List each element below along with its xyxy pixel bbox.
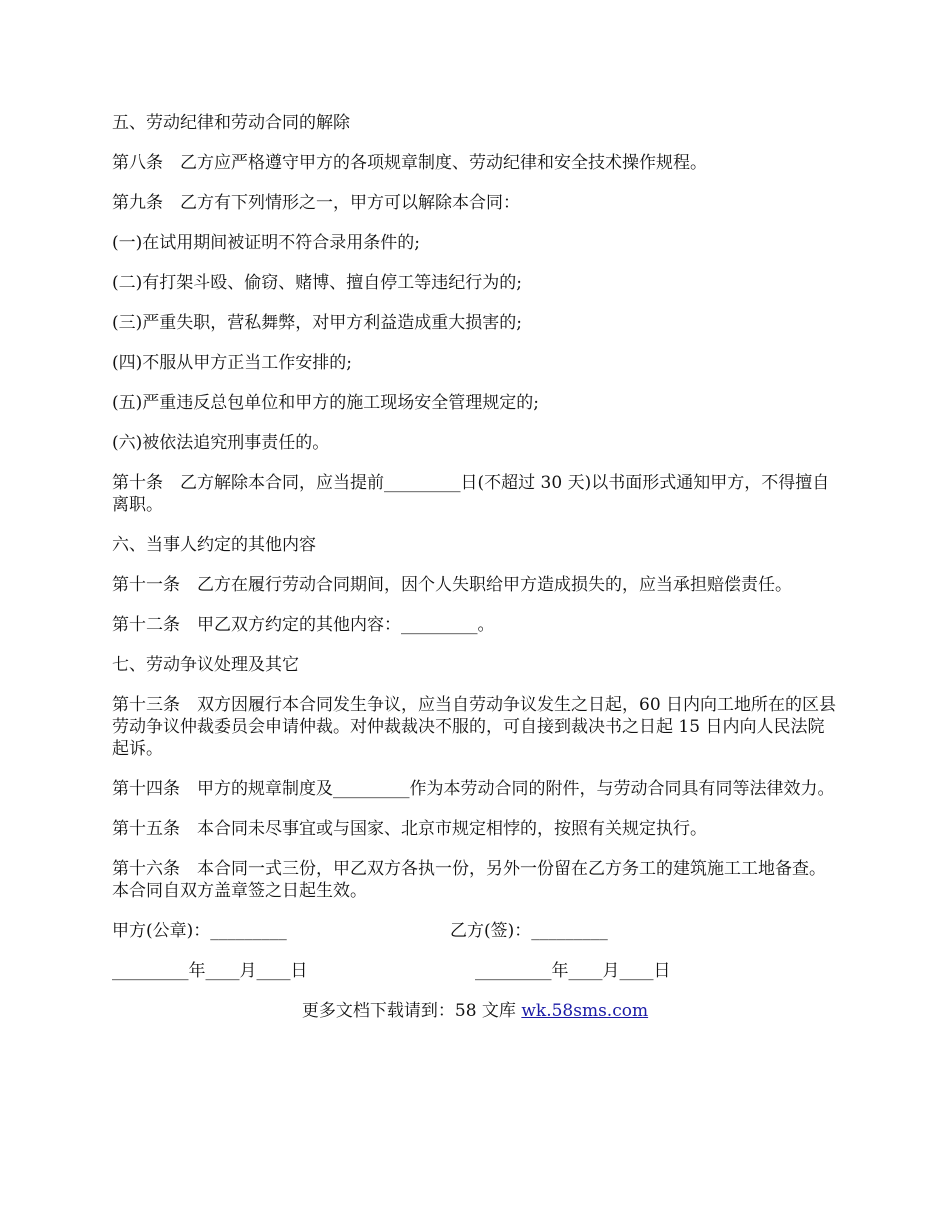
party-a-date: _________年____月____日 [112, 961, 308, 981]
party-a-signature: 甲方(公章)：_________ [112, 921, 287, 941]
article-15: 第十五条 本合同未尽事宜或与国家、北京市规定相悖的，按照有关规定执行。 [112, 819, 707, 839]
footer-text: 更多文档下载请到：58 文库 [301, 1001, 522, 1021]
party-b-signature: 乙方(签)：_________ [450, 921, 608, 941]
article-16: 第十六条 本合同一式三份，甲乙双方各执一份，另外一份留在乙方务工的建筑施工工地备查。本合同自双方盖章签之日起生效。 [112, 859, 826, 901]
article-14: 第十四条 甲方的规章制度及_________作为本劳动合同的附件，与劳动合同具有同等法律效力。 [112, 779, 835, 799]
article-8: 第八条 乙方应严格遵守甲方的各项规章制度、劳动纪律和安全技术操作规程。 [112, 153, 707, 173]
signature-row [112, 920, 838, 942]
clause-item-3: (三)严重失职，营私舞弊，对甲方利益造成重大损害的; [112, 313, 522, 333]
section-heading-5: 五、劳动纪律和劳动合同的解除 [112, 113, 350, 133]
party-b-date: _________年____月____日 [475, 961, 671, 981]
clause-item-5: (五)严重违反总包单位和甲方的施工现场安全管理规定的; [112, 393, 539, 413]
date-row [112, 960, 838, 982]
footer-link[interactable]: wk.58sms.com [521, 1001, 649, 1021]
article-9: 第九条 乙方有下列情形之一，甲方可以解除本合同： [112, 193, 520, 213]
document-page [112, 112, 838, 1022]
clause-item-2: (二)有打架斗殴、偷窃、赌博、擅自停工等违纪行为的; [112, 273, 522, 293]
section-heading-7: 七、劳动争议处理及其它 [112, 655, 299, 675]
clause-item-4: (四)不服从甲方正当工作安排的; [112, 353, 352, 373]
clause-item-1: (一)在试用期间被证明不符合录用条件的; [112, 233, 420, 253]
section-heading-6: 六、当事人约定的其他内容 [112, 535, 316, 555]
download-footer [112, 1000, 838, 1022]
article-11: 第十一条 乙方在履行劳动合同期间，因个人失职给甲方造成损失的，应当承担赔偿责任。 [112, 575, 792, 595]
article-13: 第十三条 双方因履行本合同发生争议，应当自劳动争议发生之日起，60 日内向工地所在的区县劳动争议仲裁委员会申请仲裁。对仲裁裁决不服的，可自接到裁决书之日起 15 日内向人民法院起诉。 [112, 695, 837, 759]
clause-item-6: (六)被依法追究刑事责任的。 [112, 433, 330, 453]
article-12: 第十二条 甲乙双方约定的其他内容：_________。 [112, 615, 495, 635]
article-10: 第十条 乙方解除本合同，应当提前_________日(不超过 30 天)以书面形式通知甲方，不得擅自离职。 [112, 473, 830, 515]
